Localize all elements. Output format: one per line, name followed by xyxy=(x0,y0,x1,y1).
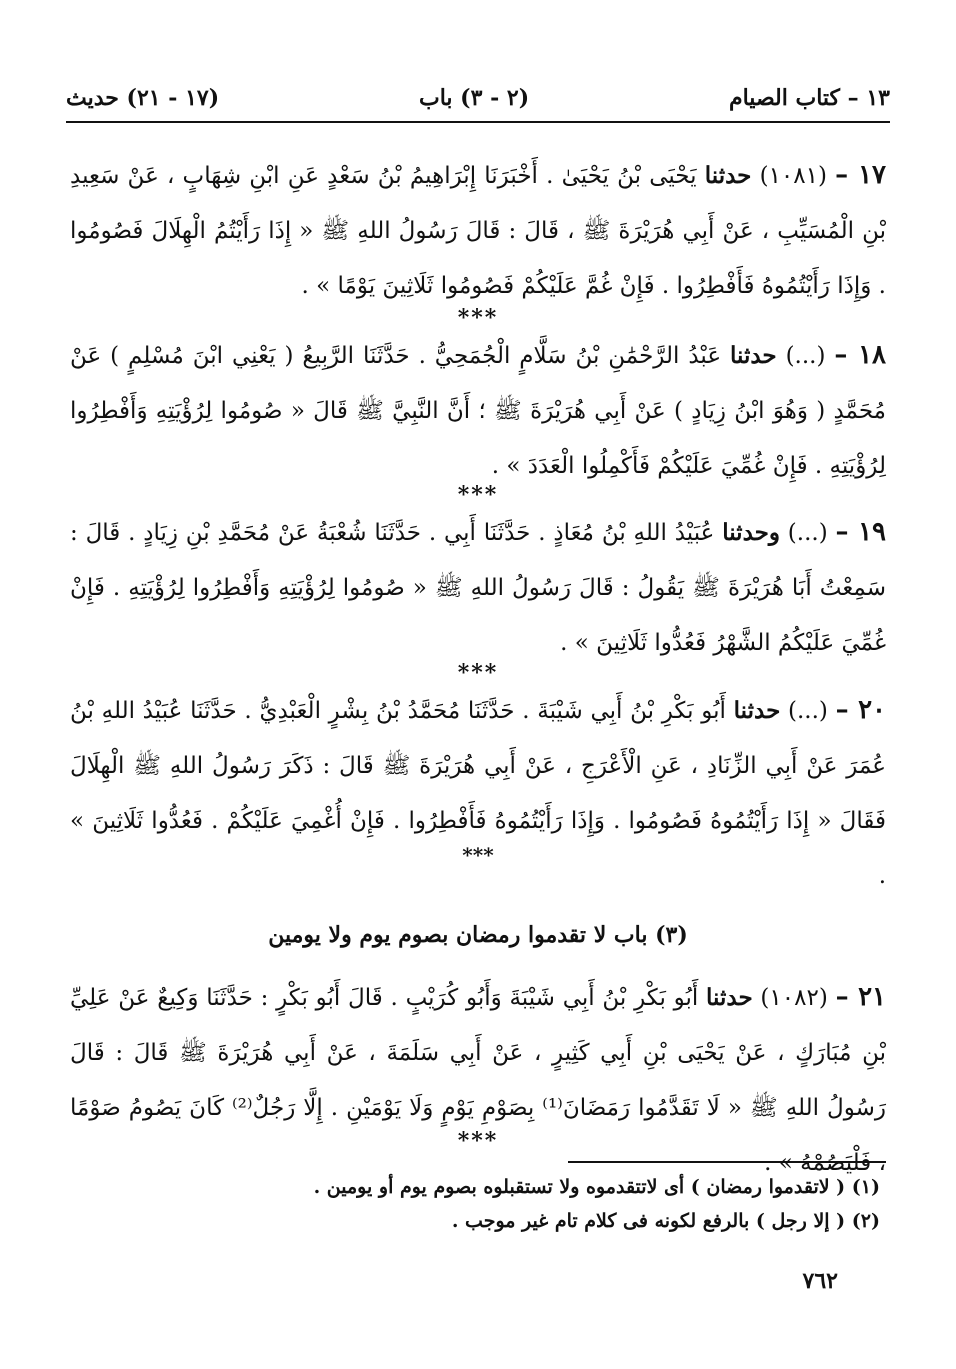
chapter-title: (٣) باب لا تقدموا رمضان بصوم يوم ولا يومين xyxy=(268,922,688,948)
hadith-18 xyxy=(70,328,886,494)
running-header xyxy=(66,78,890,118)
hadith-text: يَحْيَى بْنُ يَحْيَىٰ . أَخْبَرَنَا إِبْرَاهِيمُ بْنُ سَعْدٍ عَنِ ابْنِ شِهَابٍ ، عَنْ سَعِيدِ بْنِ الْمُسَيِّبِ ، عَنْ أَبِي هُرَيْرَةَ ﷺ ، قَالَ : قَالَ رَسُولُ اللهِ ﷺ « إِذَا رَأَيْتُمُ الْهِلَالَ فَصُومُوا . وَإِذَا رَأَيْتُمُوهُ فَأَفْطِرُوا . فَإِنْ غُمَّ عَلَيْكُمْ فَصُومُوا ثَلَاثِينَ يَوْمًا » . xyxy=(70,163,886,299)
footnote-1: (١) ( لاتقدموا رمضان ) أى لاتتقدموه ولا تستقبلوه بصوم يوم أو يومين . xyxy=(313,1176,880,1198)
separator-stars: *** xyxy=(457,305,499,331)
separator-stars: *** xyxy=(457,1128,499,1154)
page-number: ٧٦٢ xyxy=(802,1268,838,1294)
hadith-17 xyxy=(70,148,886,314)
hadith-number: ١٨ – xyxy=(834,340,887,370)
hadith-ref: (١٠٨٢) xyxy=(760,985,828,1011)
header-hadith-range: (١٧ - ٢١) حديث xyxy=(66,85,220,111)
hadith-19 xyxy=(70,505,886,671)
header-chapter-range: (٢ - ٣) باب xyxy=(418,85,530,111)
header-book-title: ١٣ – كتاب الصيام xyxy=(728,85,890,111)
hadith-ref: (...) xyxy=(787,520,828,546)
separator-stars: *** xyxy=(457,660,499,686)
hadith-ref: (١٠٨١) xyxy=(759,163,827,189)
hadith-number: ٢١ – xyxy=(835,982,886,1012)
hadith-ref: (...) xyxy=(788,698,828,724)
hadith-20 xyxy=(70,683,886,904)
haddathana-word: وحدثنا xyxy=(722,519,780,546)
haddathana-word: حدثنا xyxy=(704,162,752,189)
header-rule xyxy=(66,121,890,123)
footnote-rule xyxy=(568,1161,886,1163)
hadith-number: ٢٠ – xyxy=(835,695,887,725)
hadith-number: ١٧ – xyxy=(835,160,887,190)
hadith-21 xyxy=(70,970,886,1191)
hadith-text: أَبُو بَكْرِ بْنُ أَبِي شَيْبَةَ . حَدَّثَنَا مُحَمَّدُ بْنُ بِشْرٍ الْعَبْدِيُّ . حَدَّثَنَا عُبَيْدُ اللهِ بْنُ عُمَرَ عَنْ أَبِي الزِّنَادِ ، عَنِ الْأَعْرَجِ ، عَنْ أَبِي هُرَيْرَةَ ﷺ قَالَ : ذَكَرَ رَسُولُ اللهِ ﷺ الْهِلَالَ فَقَالَ « إِذَا رَأَيْتُمُوهُ فَصُومُوا . وَإِذَا رَأَيْتُمُوهُ فَأَفْطِرُوا . فَإِنْ أُغْمِيَ عَلَيْكُمْ . فَعُدُّوا ثَلَاثِينَ » . xyxy=(70,698,886,889)
haddathana-word: حدثنا xyxy=(733,697,781,724)
haddathana-word: حدثنا xyxy=(730,342,777,369)
hadith-number: ١٩ – xyxy=(835,517,887,547)
hadith-text: أَبُو بَكْرِ بْنُ أَبِي شَيْبَةَ وَأَبُو كُرَيْبٍ . قَالَ أَبُو بَكْرٍ : حَدَّثَنَا وَكِيعٌ عَنْ عَلِيِّ بْنِ مُبَارَكٍ ، عَنْ يَحْيَى بْنِ أَبِي كَثِيرٍ ، عَنْ أَبِي سَلَمَةَ ، عَنْ أَبِي هُرَيْرَةَ ﷺ قَالَ : قَالَ رَسُولُ اللهِ ﷺ « لَا تَقَدَّمُوا رَمَضَانَ⁽¹⁾ بِصَوْمِ يَوْمٍ وَلَا يَوْمَيْنِ . إِلَّا رَجُلٌ⁽²⁾ كَانَ يَصُومُ صَوْمًا ، فَلْيَصُمْهُ » . xyxy=(70,985,886,1176)
section-end-stars: *** xyxy=(462,843,494,867)
footnote-2: (٢) ( إلا رجل ) بالرفع لكونه فى كلام تام غير موجب . xyxy=(451,1210,880,1232)
hadith-text: عَبْدُ الرَّحْمَٰنِ بْنُ سَلَّامٍ الْجُمَحِيُّ . حَدَّثَنَا الرَّبِيعُ ( يَعْنِي ابْنَ مُسْلِمٍ ) عَنْ مُحَمَّدٍ ( وَهُوَ ابْنُ زِيَادٍ ) عَنْ أَبِي هُرَيْرَةَ ﷺ ؛ أَنَّ النَّبِيَّ ﷺ قَالَ « صُومُوا لِرُؤْيَتِهِ وَأَفْطِرُوا لِرُؤْيَتِهِ . فَإِنْ غُمِّيَ عَلَيْكُمْ فَأَكْمِلُوا الْعَدَدَ » . xyxy=(70,343,886,479)
hadith-text: عُبَيْدُ اللهِ بْنُ مُعَاذٍ . حَدَّثَنَا أَبِي . حَدَّثَنَا شُعْبَةُ عَنْ مُحَمَّدِ بْنِ زِيَادٍ . قَالَ : سَمِعْتُ أَبَا هُرَيْرَةَ ﷺ يَقُولُ : قَالَ رَسُولُ اللهِ ﷺ « صُومُوا لِرُؤْيَتِهِ وَأَفْطِرُوا لِرُؤْيَتِهِ . فَإِنْ غُمِّيَ عَلَيْكُمُ الشَّهْرُ فَعُدُّوا ثَلَاثِينَ » . xyxy=(70,520,886,656)
hadith-ref: (...) xyxy=(785,343,826,369)
separator-stars: *** xyxy=(457,482,499,508)
haddathana-word: حدثنا xyxy=(706,984,753,1011)
